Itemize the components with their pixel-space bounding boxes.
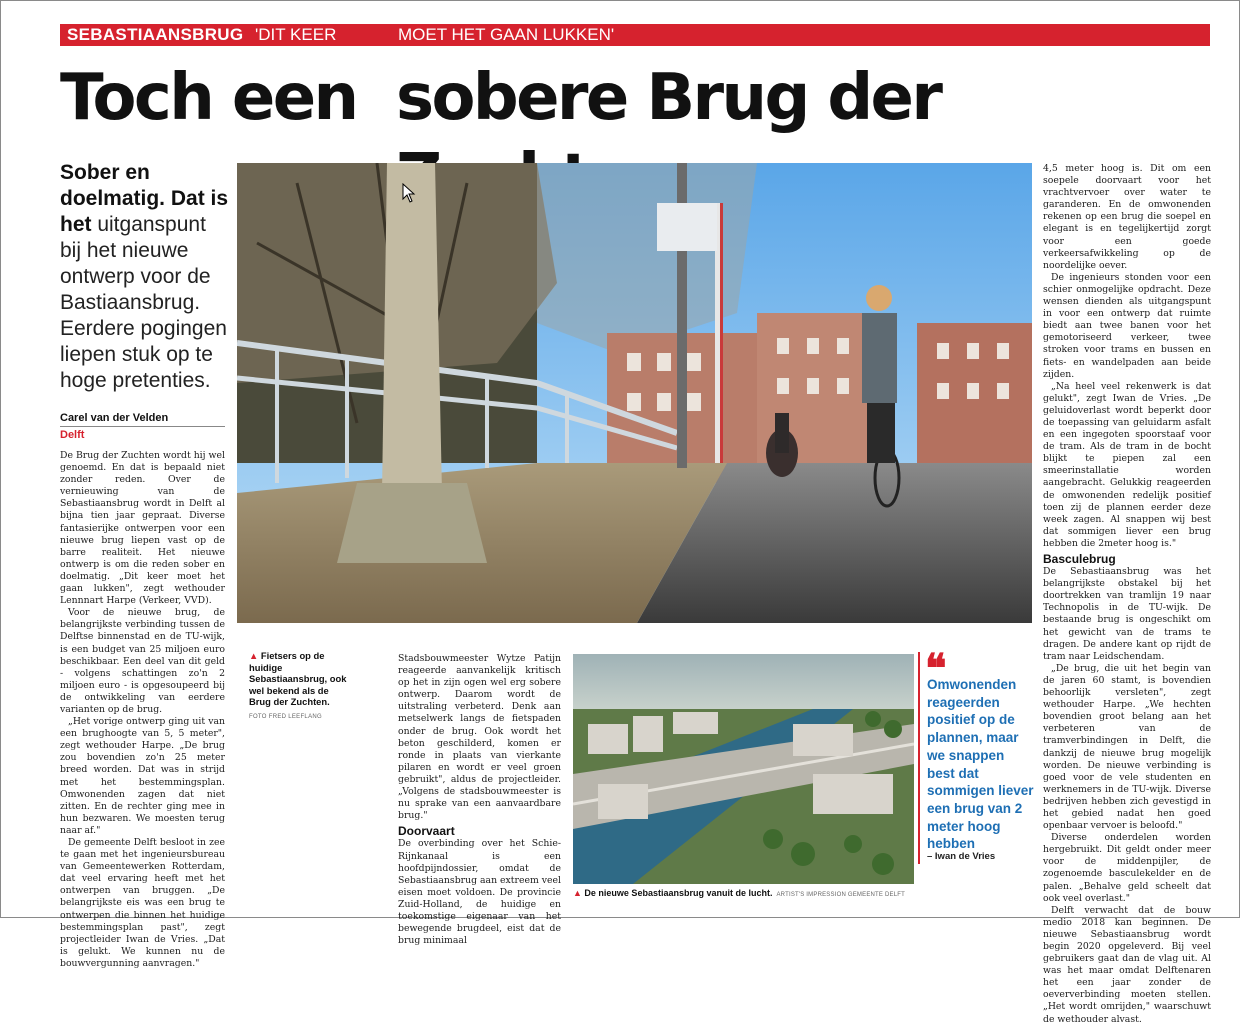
paragraph: De gemeente Delft besloot in zee te gaan met het ingenieursbureau van Gemeentewerken Rotterdam, dat veel ervaring heeft met het ontwerpen van bruggen. „De belangrijkste eis was een brug te ontwerpen die binnen het huidige bestemmingsplan past", zegt projectleider Iwan de Vries. „Dat is gelukt. We kunnen nu de bouwvergunning aanvragen."	[60, 837, 225, 969]
pull-quote-rule	[918, 652, 920, 864]
kicker: SEBASTIAANSBRUG	[67, 25, 244, 44]
paragraph: De Brug der Zuchten wordt hij wel genoemd. En dat is bepaald niet zonder reden. Over de vernieuwing van de Sebastiaansbrug wordt in Delft al bijna tien jaar gepraat. Diverse fantasierijke ontwerpen voor een nieuwe brug liepen vast op de barre realiteit. Het nieuwe ontwerp is om die reden sober en doelmatig. „Dit keer moet het gaan lukken", zegt wethouder Lennnart Harpe (Verkeer, VVD).	[60, 450, 225, 607]
paragraph: De Sebastiaansbrug was het belangrijkste obstakel bij het doortrekken van tramlijn 19 naar Technopolis in de TU-wijk. De bestaande brug is ongeschikt om het gewicht van de trams te dragen. De andere kant op rijdt de tram naar Leidschendam.	[1043, 566, 1211, 662]
paragraph: „Het vorige ontwerp ging uit van een brughoogte van 5, 5 meter", zegt wethouder Harpe. „De brug zou bovendien zo'n 25 meter breed worden. Dat was in strijd met het bestemmingsplan. Omwonenden zagen dat niet zitten. En de rechter ging mee in hun bezwaren. We moesten terug naar af."	[60, 716, 225, 836]
quote-mark-icon: ❝	[925, 647, 947, 691]
pull-quote-text: Omwonenden reageerden positief op de plannen, maar we snappen best dat sommigen liever een brug van 2 meter hoog hebben	[927, 677, 1034, 852]
paragraph: „Na heel veel rekenwerk is dat gelukt", zegt Iwan de Vries. „De geluidoverlast wordt beperkt door de toepassing van geluidarm asfalt en een ingegoten spoorstaaf voor de tram. Als de tram in de bocht blijkt te piepen zal een smeerinstallatie worden aangebracht. Gelukkig reageerden de omwonenden redelijk positief toen zij de plannen eerder deze week zagen. Al snappen wij best dat sommigen liever een brug hebben die 2meter hoog is."	[1043, 380, 1211, 549]
aerial-caption	[573, 888, 918, 898]
article-column-3	[1043, 163, 1211, 1026]
subhead-basculebrug: Basculebrug	[1043, 552, 1116, 566]
byline	[60, 412, 225, 441]
paragraph: „De brug, die uit het begin van de jaren 60 stamt, is bovendien behoorlijk versleten", zegt wethouder Harpe. „We hechten bovendien groot belang aan het verbeteren van de tramverbindingen in Delft, die dankzij de nieuwe brug mogelijk worden. De nieuwe verbinding is goed voor de vele studenten en werknemers in de TU-wijk. Diverse bedrijven hebben zich gevestigd in het gebied nadat hen goed openbaar vervoer is beloofd."	[1043, 662, 1211, 832]
paragraph: 4,5 meter hoog is. Dit om een soepele doorvaart voor het vrachtvervoer over water te garanderen. En de omwonenden rekenen op een brug die soepel en elegant is en tegelijkertijd zorgt voor een goede verkeersafwikkeling op de noordelijke oever.	[1043, 163, 1211, 271]
paragraph: Voor de nieuwe brug, de belangrijkste verbinding tussen de Delftse binnenstad en de TU-wijk, is een budget van 25 miljoen euro beschikbaar. Een deel van dit geld - volgens schattingen zo'n 2 miljoen euro - is opgesoupeerd bij de ontwikkeling van eerdere varianten op de brug.	[60, 607, 225, 715]
intro	[60, 160, 230, 394]
intro-bold: Sober en doelmatig. Dat is het	[60, 161, 229, 236]
aerial-credit: ARTIST'S IMPRESSION GEMEENTE DELFT	[776, 892, 905, 898]
paragraph: De overbinding over het Schie-Rijnkanaal is een hoofdpijndossier, omdat de Sebastiaansbrug aan extreem veel eisen moet voldoen. De provincie Zuid-Holland, de huidige en toekomstige eigenaar van het bewegende brugdeel, eist dat de brug minimaal	[398, 838, 561, 947]
article-column-2	[398, 653, 561, 947]
paragraph: Diverse onderdelen worden hergebruikt. Dit geldt onder meer voor de middenpijler, de zogenoemde basculekelder en de palen. „Behalve geld scheelt dat ook veel overlast."	[1043, 832, 1211, 904]
headline-part1: Toch een	[60, 61, 357, 135]
article-column-1	[60, 450, 225, 970]
aerial-caption-text: De nieuwe Sebastiaansbrug vanuit de lucht.	[584, 888, 773, 898]
paragraph: Delft verwacht dat de bouw medio 2018 kan beginnen. De nieuwe Sebastiaansbrug wordt begin 2020 opgeleverd. Bij veel gebruikers gaat dan de vlag uit. Al was het maar omdat Delftenaren het een jaar zonder de oeververbinding moeten stellen. „Het wordt omrijden," waarschuwt de wethouder alvast.	[1043, 904, 1211, 1025]
headline-part2: sobere Brug der	[396, 61, 941, 135]
paragraph: Stadsbouwmeester Wytze Patijn reageerde aanvankelijk kritisch op het in zijn ogen wel erg sobere ontwerp. Daarom wordt de uitstraling verbeterd. Denk aan metselwerk langs de fietspaden onder de brug. Ook wordt het beton geschilderd, komen er ronde in plaats van vierkante pilaren en wordt er veel groen gebruikt", aldus de projectleider. „Volgens de stadsbouwmeester is nu sprake van een aanvaardbare brug."	[398, 653, 561, 822]
byline-rule	[60, 426, 225, 427]
photo-credit: FOTO FRED LEEFLANG	[249, 713, 322, 720]
intro-rest: uitganspunt bij het nieuwe ontwerp voor de Bastiaansbrug. Eerdere pogingen liepen stuk op te hoge pretenties.	[60, 213, 227, 392]
subhead-doorvaart: Doorvaart	[398, 824, 455, 839]
dateline: Delft	[60, 429, 85, 441]
paragraph: De ingenieurs stonden voor een schier onmogelijke opdracht. Deze wensen dienden als uitgangspunt in voor een ontwerp dat ruimte biedt aan twee banen voor het gemotoriseerd verkeer, twee stroken voor trams en bussen en fiets- en wandelpaden aan beide zijden.	[1043, 271, 1211, 380]
photo-caption-text: Fietsers op de huidige Sebastiaansbrug, ook wel bekend als de Brug der Zuchten.	[249, 650, 347, 708]
main-photo	[237, 163, 1032, 623]
photo-caption	[249, 650, 349, 724]
section-banner	[60, 24, 1210, 46]
pull-quote-attribution: – Iwan de Vries	[927, 851, 996, 862]
kicker-quote-part2: MOET HET GAAN LUKKEN'	[398, 25, 615, 44]
mouse-pointer-icon	[402, 183, 416, 207]
headline	[60, 58, 1210, 138]
author: Carel van der Velden	[60, 412, 169, 424]
kicker-quote-part1: 'DIT KEER	[255, 25, 337, 44]
caption-triangle-icon: ▲	[573, 888, 585, 898]
caption-triangle-icon: ▲	[249, 650, 261, 661]
aerial-impression-image	[573, 654, 914, 884]
